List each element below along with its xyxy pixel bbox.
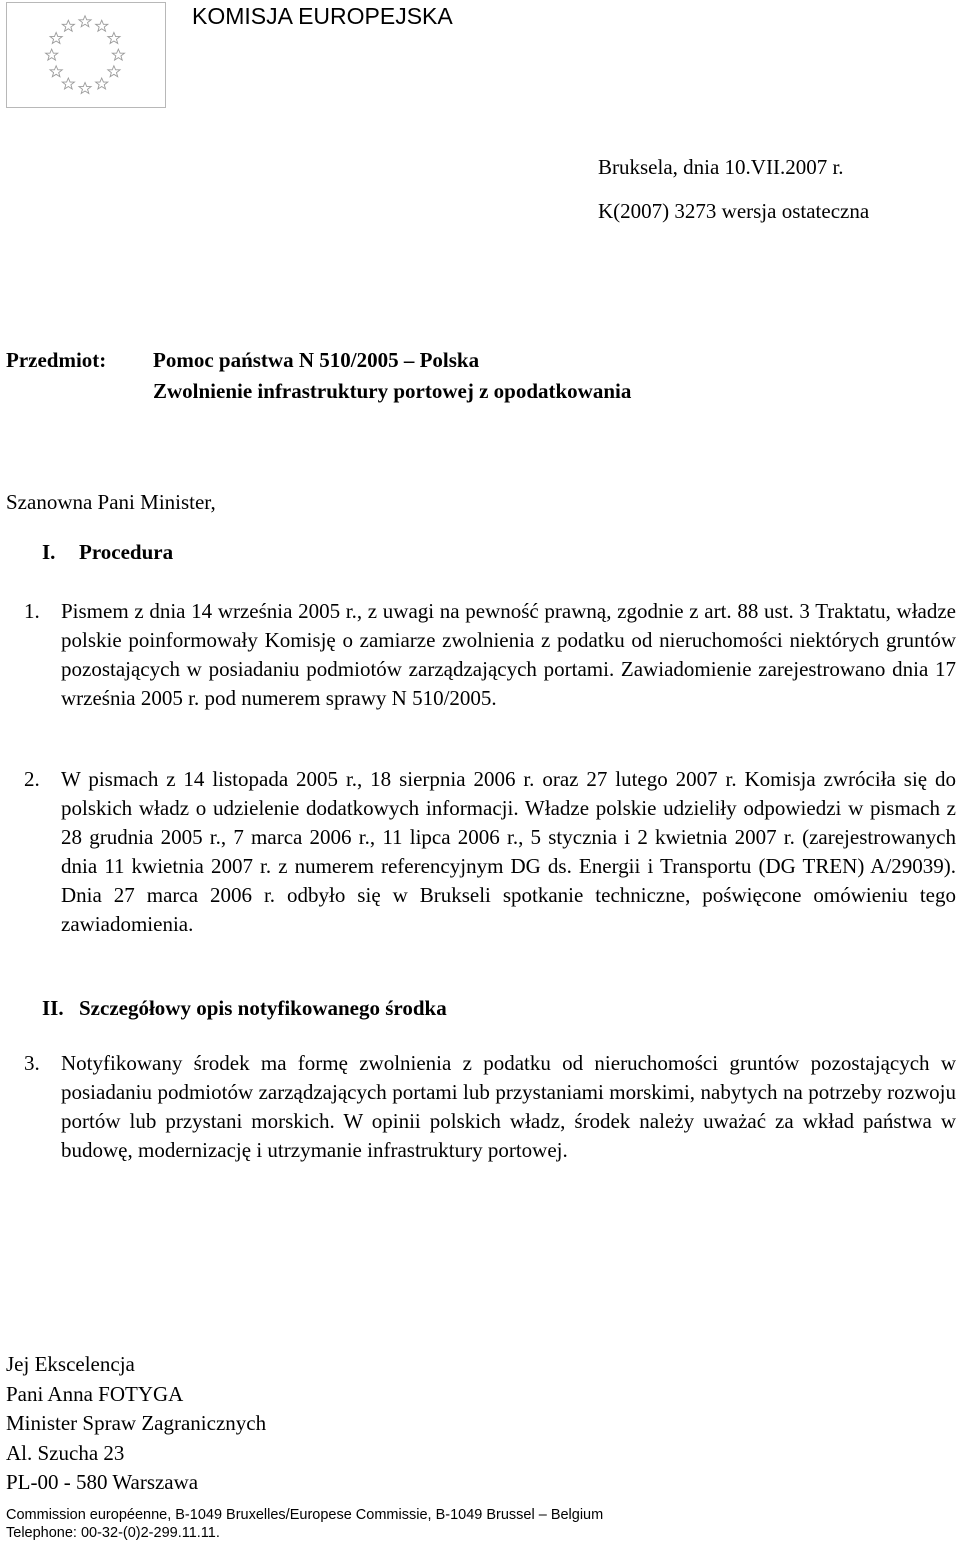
star-icon bbox=[79, 16, 91, 27]
place-date: Bruksela, dnia 10.VII.2007 r. bbox=[598, 155, 844, 179]
star-icon bbox=[96, 20, 108, 31]
star-icon bbox=[96, 78, 108, 89]
star-icon bbox=[50, 32, 62, 43]
star-icon bbox=[108, 32, 120, 43]
star-icon bbox=[46, 49, 58, 60]
star-icon bbox=[79, 82, 91, 93]
star-icon bbox=[50, 66, 62, 77]
eu-logo bbox=[6, 2, 166, 108]
subject-line-1: Pomoc państwa N 510/2005 – Polska bbox=[153, 348, 480, 372]
addressee-block bbox=[6, 1350, 266, 1498]
document-reference: K(2007) 3273 wersja ostateczna bbox=[598, 199, 870, 223]
addressee-line: PL-00 - 580 Warszawa bbox=[6, 1470, 199, 1494]
paragraph-text: W pismach z 14 listopada 2005 r., 18 sierpnia 2006 r. oraz 27 lutego 2007 r. Komisja zwróciła się do polskich władz o udzielenie dodatkowych informacji. Władze polskie udzieliły odpowiedzi w pismach z 28 grudnia 2005 r., 7 marca 2006 r., 11 lipca 2006 r., 5 stycznia i 2 kwietnia 2007 r. (zarejestrowanych dnia 11 kwietnia 2007 r. z numerem referencyjnym DG ds. Energii i Transportu (DG TREN) A/29039). Dnia 27 marca 2006 r. odbyło się w Brukseli spotkanie techniczne, poświęcone omówieniu tego zawiadomienia. bbox=[61, 767, 956, 936]
subject-line-2: Zwolnienie infrastruktury portowej z opodatkowania bbox=[153, 379, 632, 403]
star-icon bbox=[112, 49, 124, 60]
subject-label: Przedmiot: bbox=[6, 348, 107, 372]
addressee-line: Al. Szucha 23 bbox=[6, 1440, 125, 1465]
footer-address: Commission européenne, B-1049 Bruxelles/Europese Commissie, B-1049 Brussel – Belgium bbox=[6, 1507, 604, 1523]
section-title: Procedura bbox=[79, 540, 174, 564]
organization-name: KOMISJA EUROPEJSKA bbox=[192, 3, 453, 29]
paragraph-text: Notyfikowany środek ma formę zwolnienia z podatku od nieruchomości gruntów pozostających w posiadaniu podmiotów zarządzających portami lub przystaniami morskimi, nabytych na potrzeby rozwoju portów lub przystani morskich. W opinii polskich władz, środek należy uważać za wkład państwa w budowę, modernizację i utrzymanie infrastruktury portowej. bbox=[61, 1051, 956, 1162]
addressee-line: Minister Spraw Zagranicznych bbox=[6, 1411, 267, 1435]
addressee-line: Pani Anna FOTYGA bbox=[6, 1381, 184, 1406]
paragraph-text: Pismem z dnia 14 września 2005 r., z uwagi na pewność prawną, zgodnie z art. 88 ust. 3 Traktatu, władze polskie poinformowały Komisję o zamiarze zwolnienia z podatku od nieruchomości niektórych gruntów pozostających w posiadaniu podmiotów zarządzających portami. Zawiadomienie zarejestrowano dnia 17 września 2005 r. pod numerem sprawy N 510/2005. bbox=[61, 599, 956, 710]
addressee-line: Jej Ekscelencja bbox=[6, 1352, 135, 1376]
paragraph-number: 3. bbox=[24, 1051, 40, 1075]
section-number: I. bbox=[42, 540, 56, 564]
section-number: II. bbox=[42, 996, 64, 1020]
paragraph-number: 1. bbox=[24, 599, 40, 623]
salutation: Szanowna Pani Minister, bbox=[6, 490, 216, 514]
eu-stars-flag-icon bbox=[7, 3, 165, 107]
paragraph-number: 2. bbox=[24, 767, 40, 791]
footer-telephone: Telephone: 00-32-(0)2-299.11.11. bbox=[6, 1525, 220, 1541]
star-icon bbox=[108, 66, 120, 77]
star-icon bbox=[62, 20, 74, 31]
footer bbox=[6, 1506, 603, 1542]
section-title: Szczegółowy opis notyfikowanego środka bbox=[79, 996, 447, 1020]
star-icon bbox=[62, 78, 74, 89]
